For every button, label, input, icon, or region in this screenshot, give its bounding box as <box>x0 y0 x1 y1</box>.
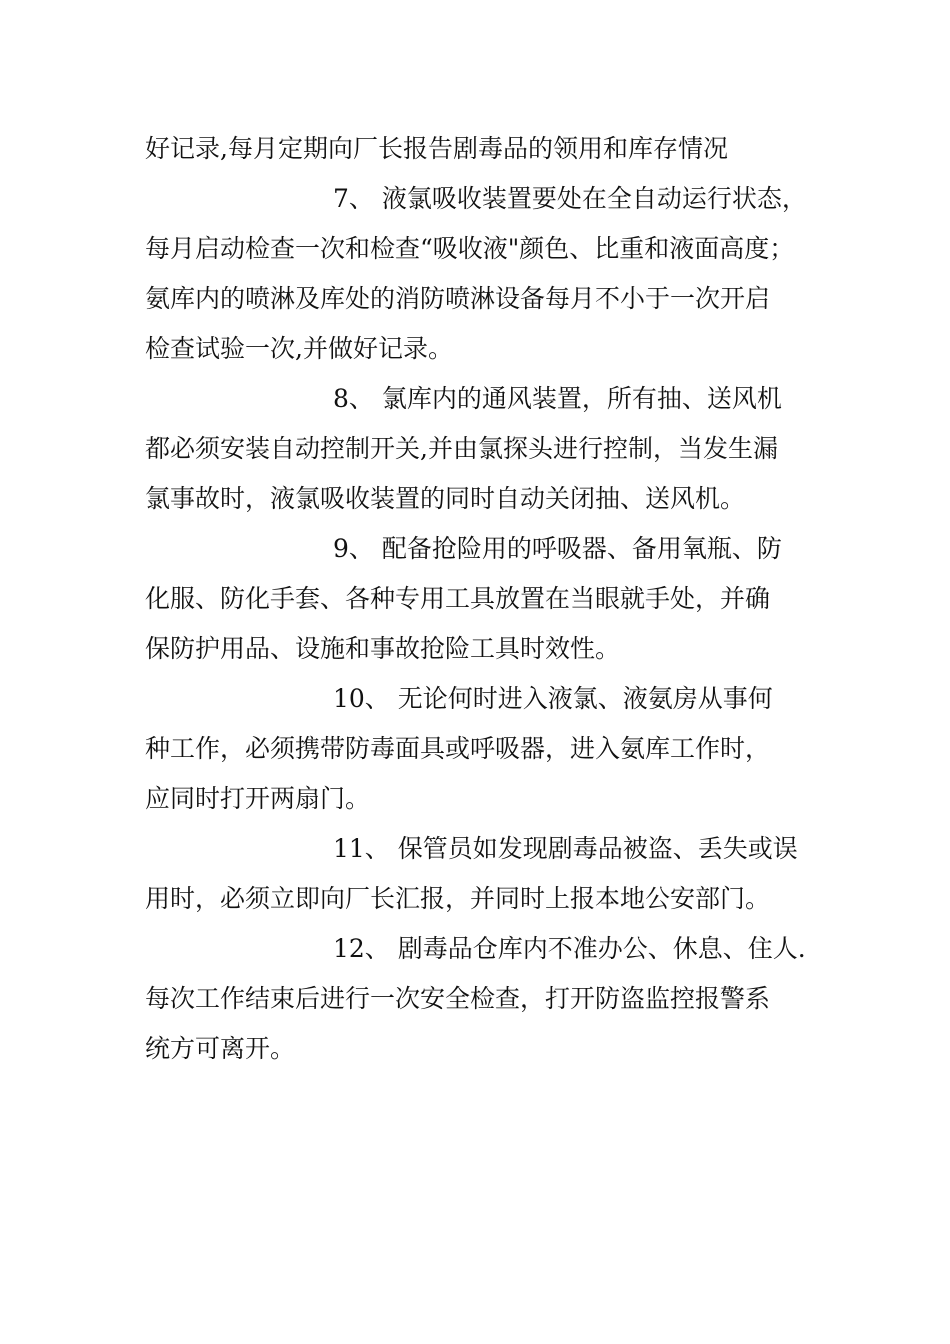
document-line: 应同时打开两扇门。 <box>145 784 371 813</box>
document-line: 氨库内的喷淋及库处的消防喷淋设备每月不小于一次开启 <box>145 284 771 313</box>
document-line: 9、 配备抢险用的呼吸器、备用氧瓶、防 <box>333 534 782 563</box>
document-line: 保防护用品、设施和事故抢险工具时效性。 <box>145 634 621 663</box>
document-line: 10、 无论何时进入液氯、液氨房从事何 <box>333 684 773 713</box>
document-line: 都必须安装自动控制开关,并由氯探头进行控制，当发生漏 <box>145 434 778 463</box>
document-line: 7、 液氯吸收装置要处在全自动运行状态， <box>333 184 807 213</box>
document-line: 用时，必须立即向厂长汇报，并同时上报本地公安部门。 <box>145 884 771 913</box>
document-line: 种工作，必须携带防毒面具或呼吸器，进入氨库工作时， <box>145 734 771 763</box>
document-line: 12、 剧毒品仓库内不准办公、休息、住人. <box>333 934 806 963</box>
document-line: 每次工作结束后进行一次安全检查，打开防盗监控报警系 <box>145 984 771 1013</box>
document-body <box>145 124 825 1074</box>
document-line: 统方可离开。 <box>145 1034 296 1063</box>
document-line: 8、 氯库内的通风装置，所有抽、送风机 <box>333 384 782 413</box>
document-line: 11、 保管员如发现剧毒品被盗、丢失或误 <box>333 834 798 863</box>
document-line: 检查试验一次,并做好记录。 <box>145 334 453 363</box>
document-line: 化服、防化手套、各种专用工具放置在当眼就手处，并确 <box>145 584 771 613</box>
document-line: 好记录,每月定期向厂长报告剧毒品的领用和库存情况 <box>145 134 728 163</box>
document-line: 每月启动检查一次和检查“吸收液"颜色、比重和液面高度； <box>145 234 795 263</box>
document-line: 氯事故时，液氯吸收装置的同时自动关闭抽、送风机。 <box>145 484 746 513</box>
